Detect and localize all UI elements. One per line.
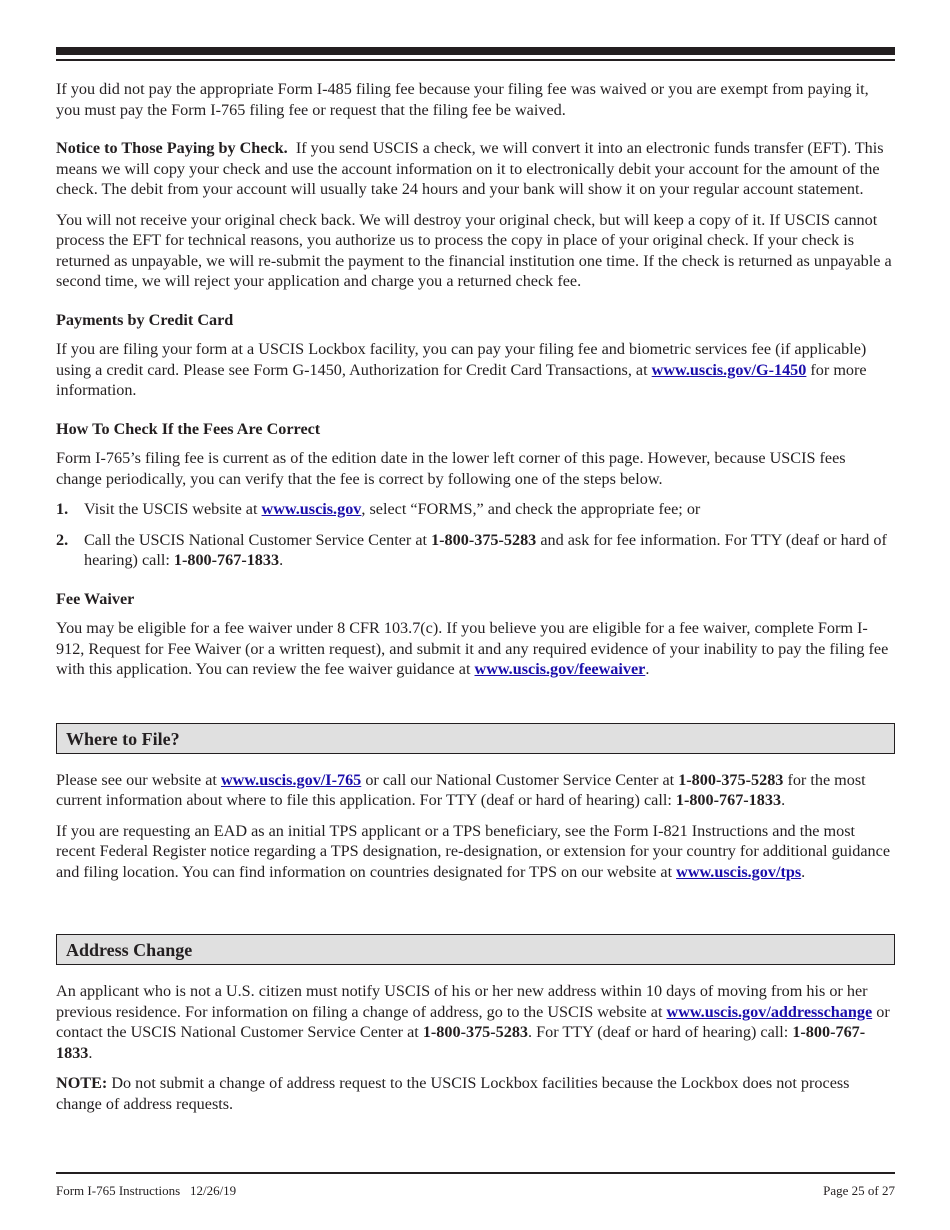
tty-number: 1-800-767-1833 — [56, 1023, 866, 1062]
phone-number: 1-800-375-5283 — [422, 1023, 529, 1041]
fees-paragraph: Form I-765’s filing fee is current as of the edition date in the lower left corner of this page. However, because USCIS fees change periodically, you can verify that the fee is correct by following one of the steps below. — [56, 449, 846, 488]
fees-heading: How To Check If the Fees Are Correct — [56, 419, 321, 438]
fee-waiver-paragraph: You may be eligible for a fee waiver under 8 CFR 103.7(c). If you believe you are eligible for a fee waiver, complete Form I-912, Request for Fee Waiver (or a written request), and submit it and any required evidence of your inability to pay the filing fee with this application. You can review the fee waiver guidance at www.uscis.gov/feewaiver. — [56, 619, 889, 678]
list-item: 2. Call the USCIS National Customer Service Center at 1-800-375-5283 and ask for fee information. For TTY (deaf or hard of hearing) call: 1-800-767-1833. — [56, 530, 887, 569]
credit-card-heading: Payments by Credit Card — [56, 310, 234, 329]
where-to-file-paragraph: Please see our website at www.uscis.gov/I-765 or call our National Customer Service Center at 1-800-375-5283 for the most current information about where to file this application. For TTY (deaf or hard of hearing) call: 1-800-767-1833. — [56, 770, 866, 809]
credit-card-paragraph: If you are filing your form at a USCIS Lockbox facility, you can pay your filing fee and biometric services fee (if applicable) using a credit card. Please see Form G-1450, Authorization for Credit Card Transactions, at www.uscis.gov/G-1450 for more information. — [56, 340, 867, 399]
fee-waiver-heading: Fee Waiver — [56, 589, 135, 608]
feewaiver-link[interactable]: www.uscis.gov/feewaiver — [474, 660, 646, 678]
page-content — [56, 79, 895, 1114]
header-rule-thin — [56, 59, 895, 61]
address-change-heading: Address Change — [56, 934, 895, 965]
tty-number: 1-800-767-1833 — [675, 791, 782, 809]
phone-number: 1-800-375-5283 — [431, 530, 537, 549]
footer-rule — [56, 1172, 895, 1174]
fees-steps-list — [56, 499, 895, 571]
where-to-file-heading: Where to File? — [56, 723, 895, 754]
note-lead: NOTE: — [56, 1074, 108, 1092]
address-change-paragraph: An applicant who is not a U.S. citizen must notify USCIS of his or her new address within 10 days of moving from his or her previous residence. For information on filing a change of address, go to the USCIS website at www.uscis.gov/addresschange or contact the USCIS National Customer Service Center at 1-800-375-5283. For TTY (deaf or hard of hearing) call: 1-800-767-1833. — [56, 982, 890, 1062]
check-notice-paragraph — [56, 138, 895, 200]
footer-page-number: Page 25 of 27 — [823, 1183, 895, 1198]
uscis-website-link[interactable]: www.uscis.gov — [261, 500, 362, 518]
check-notice-lead: Notice to Those Paying by Check. — [56, 139, 288, 157]
tty-number: 1-800-767-1833 — [173, 551, 280, 569]
intro-paragraph: If you did not pay the appropriate Form I-485 filing fee because your filing fee was waived or you are exempt from paying it, you must pay the Form I-765 filing fee or request that the filing fee be waived. — [56, 80, 869, 119]
g1450-link[interactable]: www.uscis.gov/G-1450 — [651, 360, 807, 379]
footer-form-edition: Form I-765 Instructions 12/26/19 — [56, 1183, 237, 1198]
note-paragraph: NOTE: Do not submit a change of address request to the USCIS Lockbox facilities because the Lockbox does not process change of address requests. — [56, 1074, 850, 1113]
i765-link[interactable]: www.uscis.gov/I-765 — [220, 770, 362, 789]
addresschange-link[interactable]: www.uscis.gov/addresschange — [666, 1002, 873, 1021]
phone-number: 1-800-375-5283 — [678, 770, 784, 789]
check-return-paragraph: You will not receive your original check back. We will destroy your original check, but will keep a copy of it. If USCIS cannot process the EFT for technical reasons, you authorize us to process the copy in place of your original check. If your check is returned as unpayable, we will re-submit the payment to the financial institution one time. If the check is returned as unpayable a second time, we will reject your application and charge you a returned check fee. — [56, 210, 892, 290]
list-item: 1. Visit the USCIS website at www.uscis.gov, select “FORMS,” and check the appropriate fee; or — [56, 500, 701, 518]
header-rule-thick — [56, 47, 895, 55]
tps-link[interactable]: www.uscis.gov/tps — [676, 862, 802, 881]
tps-paragraph: If you are requesting an EAD as an initial TPS applicant or a TPS beneficiary, see the Form I-821 Instructions and the most recent Federal Register notice regarding a TPS designation, re-designation, or extension for your country for additional guidance and filing location. You can find information on countries designated for TPS on our website at www.uscis.gov/tps. — [56, 821, 891, 881]
check-notice-text: If you send USCIS a check, we will convert it into an electronic funds transfer (EFT). This means we will copy your check and use the account information on it to electronically debit your account for the amount of the check. The debit from your account will usually take 24 hours and your bank will show it on your regular account statement. — [56, 139, 884, 198]
